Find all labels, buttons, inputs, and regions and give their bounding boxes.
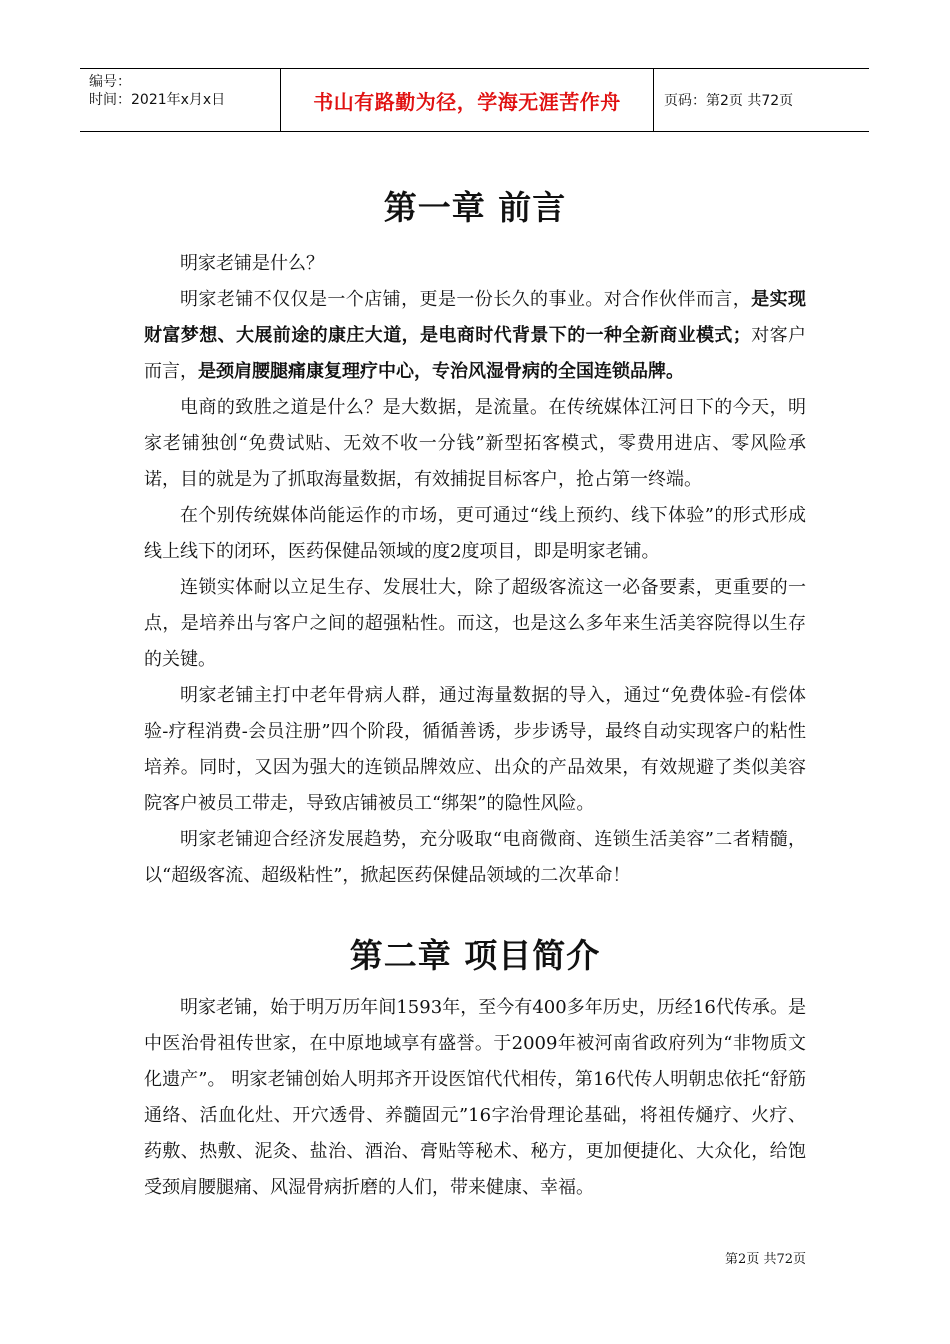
- number-label: 编号：: [89, 74, 131, 90]
- chapter1-paragraph-3: 电商的致胜之道是什么？是大数据，是流量。在传统媒体江河日下的今天，明家老铺独创“免费试贴、无效不收一分钱”新型拓客模式，零费用进店、零风险承诺，目的就是为了抓取海量数据，有效捕捉目标客户，抢占第一终端。: [144, 397, 806, 490]
- chapter2-title: 第二章 项目简介: [349, 936, 601, 975]
- chapter1-title: 第一章 前言: [383, 188, 567, 227]
- header-motto-cell: [281, 69, 654, 131]
- page-footer: 第2页 共72页: [725, 1252, 806, 1267]
- date-label: 时间：2021年x月x日: [89, 92, 226, 108]
- chapter1-paragraph-7: 明家老铺迎合经济发展趋势，充分吸取“电商微商、连锁生活美容”二者精髓，以“超级客流、超级粘性”，掀起医药保健品领域的二次革命！: [144, 829, 806, 886]
- chapter1-paragraph-5: 连锁实体耐以立足生存、发展壮大，除了超级客流这一必备要素，更重要的一点，是培养出与客户之间的超强粘性。而这，也是这么多年来生活美容院得以生存的关键。: [144, 577, 806, 670]
- chapter1-paragraph-2: [144, 282, 806, 390]
- p2-emphasis-b: 是颈肩腰腿痛康复理疗中心，专治风湿骨病的全国连锁品牌。: [198, 361, 684, 382]
- chapter1-paragraph-4: 在个别传统媒体尚能运作的市场，更可通过“线上预约、线下体验”的形式形成线上线下的闭环，医药保健品领域的度2度项目，即是明家老铺。: [144, 505, 806, 562]
- header-page-info: 页码：第2页 共72页: [664, 93, 794, 109]
- page-header: [80, 68, 869, 132]
- motto-text: 书山有路勤为径，学海无涯苦作舟: [313, 89, 621, 114]
- p2-text-b: 对客户而言，: [144, 325, 806, 382]
- header-info-cell: [80, 69, 281, 131]
- p2-emphasis-a: 是实现财富梦想、大展前途的康庄大道，是电商时代背景下的一种全新商业模式；: [144, 289, 807, 346]
- p2-text-a: 明家老铺不仅仅是一个店铺，更是一份长久的事业。对合作伙伴而言，: [180, 289, 752, 310]
- chapter2-paragraph-1: 明家老铺，始于明万历年间1593年，至今有400多年历史，历经16代传承。是中医治骨祖传世家，在中原地域享有盛誉。于2009年被河南省政府列为“非物质文化遗产”。 明家老铺创始人明邦齐开设医馆代代相传，第16代传人明朝忠依托“舒筋通络、活血化灶、开穴透骨、养髓固元”16字治骨理论基础，将祖传熥疗、火疗、药敷、热敷、泥灸、盐治、酒治、膏贴等秘术、秘方，更加便捷化、大众化，给饱受颈肩腰腿痛、风湿骨病折磨的人们，带来健康、幸福。: [144, 997, 806, 1198]
- chapter1-paragraph-1: 明家老铺是什么？: [180, 253, 324, 274]
- chapter1-paragraph-6: 明家老铺主打中老年骨病人群，通过海量数据的导入，通过“免费体验-有偿体验-疗程消费-会员注册”四个阶段，循循善诱，步步诱导，最终自动实现客户的粘性培养。同时，又因为强大的连锁品牌效应、出众的产品效果，有效规避了类似美容院客户被员工带走，导致店铺被员工“绑架”的隐性风险。: [144, 685, 806, 814]
